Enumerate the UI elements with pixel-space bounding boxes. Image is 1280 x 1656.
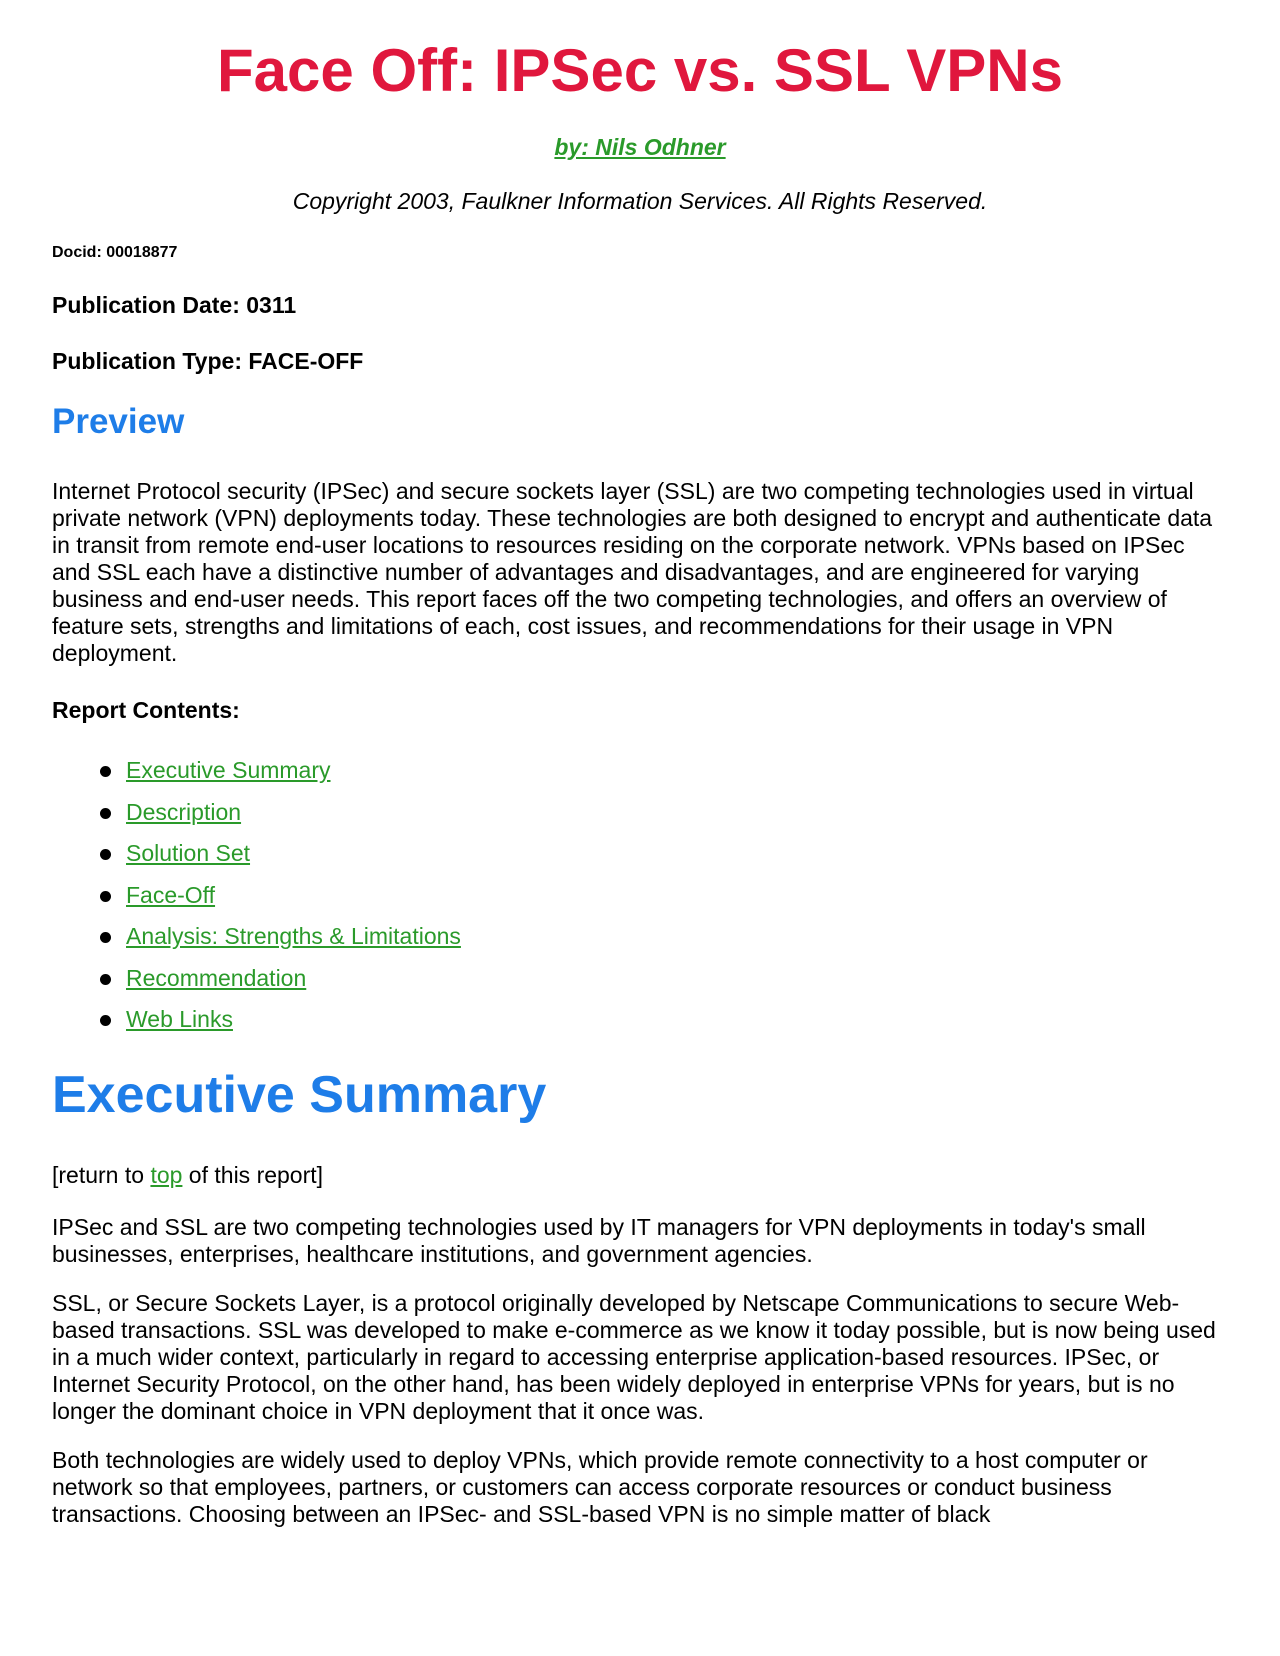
author-link[interactable]: by: Nils Odhner (554, 134, 726, 160)
executive-summary-heading: Executive Summary (52, 1066, 547, 1124)
toc-item-face-off (100, 880, 1228, 910)
top-link[interactable]: top (150, 1162, 183, 1188)
bullet-icon (100, 932, 111, 943)
toc-link-description[interactable]: Description (126, 798, 242, 825)
preview-heading: Preview (52, 402, 185, 441)
publication-date: Publication Date: 0311 (52, 292, 297, 318)
toc-item-description (100, 797, 1228, 827)
copyright-notice: Copyright 2003, Faulkner Information Services. All Rights Reserved. (292, 188, 988, 214)
bullet-icon (100, 974, 111, 985)
bullet-icon (100, 766, 111, 777)
docid: Docid: 00018877 (52, 244, 178, 261)
summary-paragraph-2: SSL, or Secure Sockets Layer, is a protocol originally developed by Netscape Communications to secure Web-based transactions. SSL was developed to make e-commerce as we know it today possible, but is now being used in a much wider context, particularly in regard to accessing enterprise application-based resources. IPSec, or Internet Security Protocol, on the other hand, has been widely deployed in enterprise VPNs for years, but is no longer the dominant choice in VPN deployment that it once was. (52, 1290, 1216, 1424)
toc-link-recommendation[interactable]: Recommendation (126, 964, 307, 991)
summary-paragraph-3: Both technologies are widely used to deploy VPNs, which provide remote connectivity to a host computer or network so that employees, partners, or customers can access corporate resources or conduct business transactions. Choosing between an IPSec- and SSL-based VPN is no simple matter of black (52, 1447, 1148, 1527)
toc-link-analysis[interactable]: Analysis: Strengths & Limitations (126, 923, 461, 949)
toc-item-recommendation (100, 963, 1228, 993)
bullet-icon (100, 1015, 111, 1026)
bullet-icon (100, 891, 111, 902)
preview-paragraph: Internet Protocol security (IPSec) and secure sockets layer (SSL) are two competing technologies used in virtual private network (VPN) deployments today. These technologies are both designed to encrypt and authenticate data in transit from remote end-user locations to resources residing on the corporate network. VPNs based on IPSec and SSL each have a distinctive number of advantages and disadvantages, and are engineered for varying business and end-user needs. This report faces off the two competing technologies, and offers an overview of feature sets, strengths and limitations of each, cost issues, and recommendations for their usage in VPN deployment. (52, 478, 1213, 666)
toc-item-web-links (100, 1004, 1228, 1034)
bullet-icon (100, 808, 111, 819)
document-title: Face Off: IPSec vs. SSL VPNs (217, 37, 1063, 104)
publication-type: Publication Type: FACE-OFF (52, 348, 364, 374)
bullet-icon (100, 849, 111, 860)
return-suffix: of this report] (182, 1162, 324, 1188)
toc-link-face-off[interactable]: Face-Off (126, 881, 216, 908)
toc-link-web-links[interactable]: Web Links (126, 1006, 233, 1032)
report-contents-list (52, 755, 1228, 1034)
toc-link-solution-set[interactable]: Solution Set (126, 840, 251, 866)
report-contents-label: Report Contents: (52, 697, 240, 723)
toc-item-solution-set (100, 838, 1228, 868)
return-to-top-line (52, 1160, 1228, 1190)
toc-item-executive-summary (100, 755, 1228, 785)
toc-link-executive-summary[interactable]: Executive Summary (126, 757, 331, 783)
toc-item-analysis (100, 921, 1228, 951)
summary-paragraph-1: IPSec and SSL are two competing technologies used by IT managers for VPN deployments in today's small businesses, enterprises, healthcare institutions, and government agencies. (52, 1214, 1146, 1267)
return-prefix: [return to (52, 1162, 151, 1188)
byline (52, 132, 1228, 162)
